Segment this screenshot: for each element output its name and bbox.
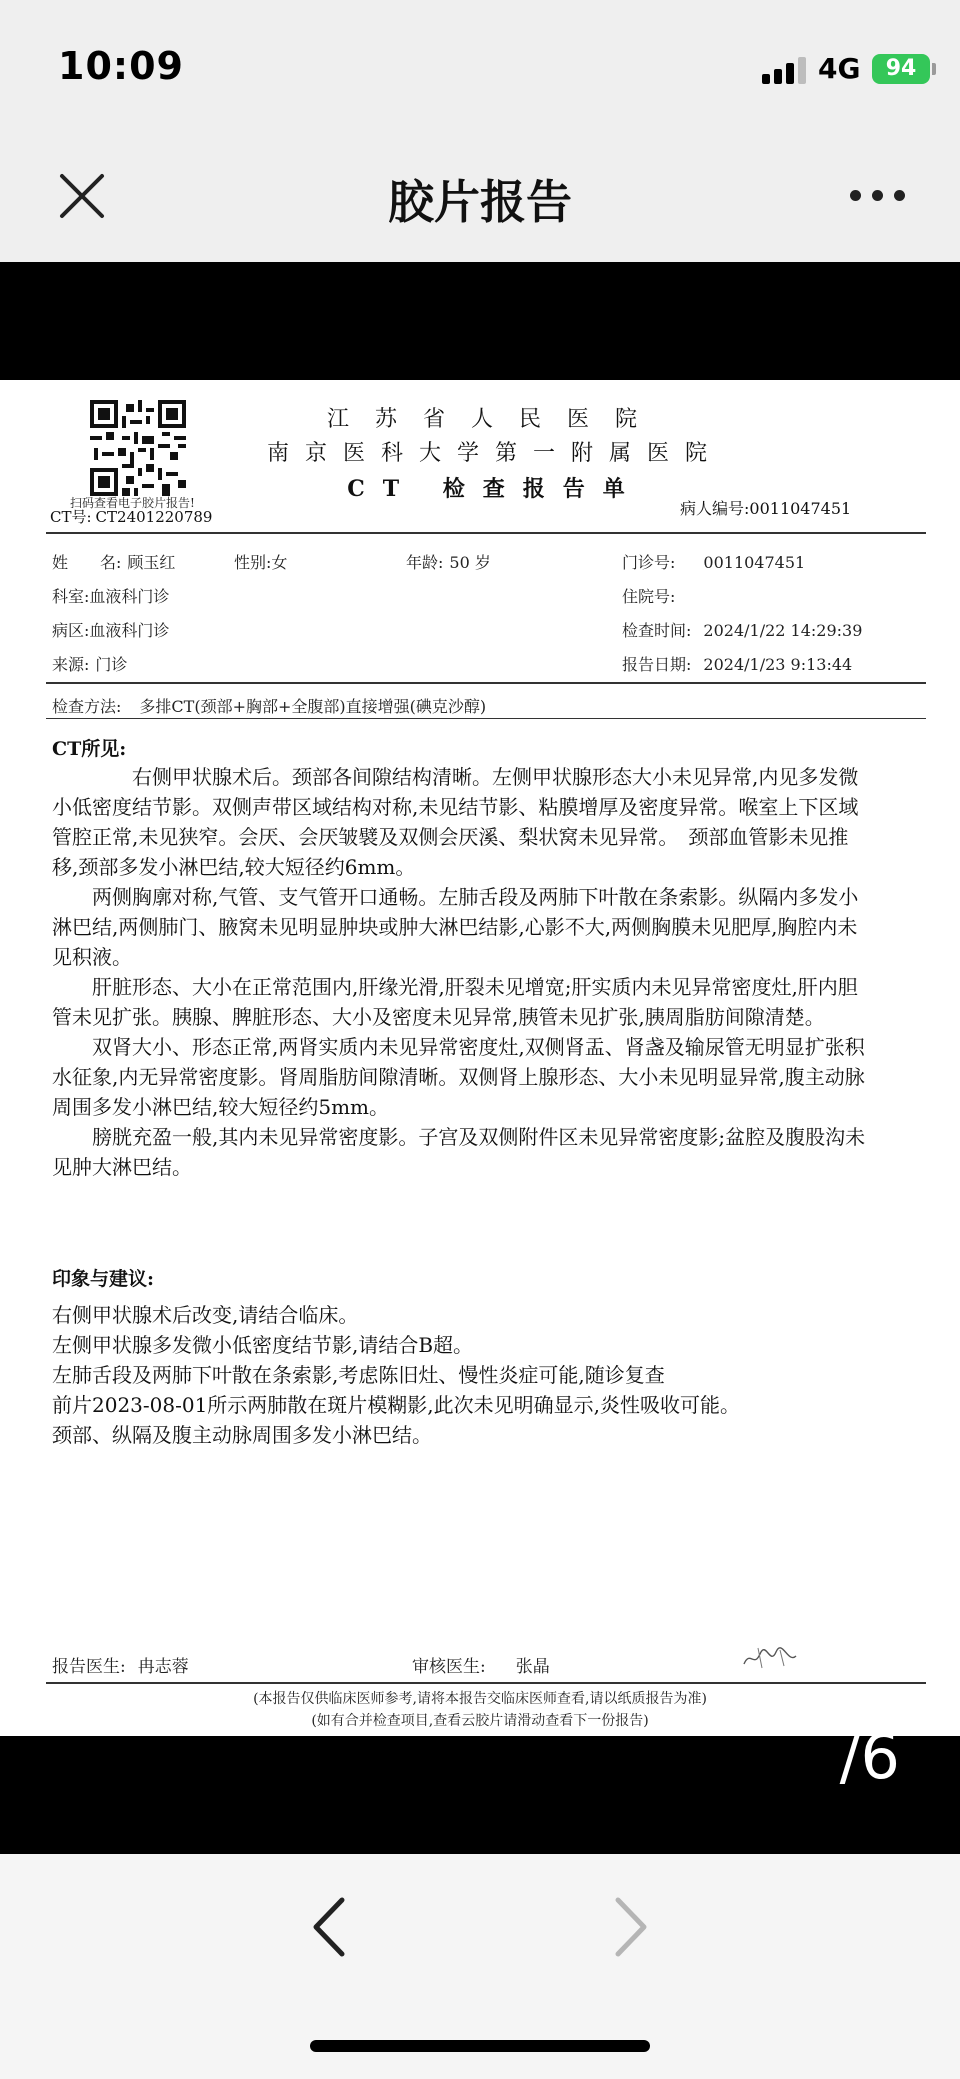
report-viewer[interactable] [0,262,960,1854]
report-doctor: 报告医生: 冉志蓉 [52,1657,189,1677]
page-counter: /6 [839,1720,900,1793]
home-indicator[interactable] [310,2040,650,2052]
battery-level: 94 [885,56,917,81]
sex-field: 性别:女 [234,553,288,572]
chevron-left-icon [300,1892,360,1962]
exam-method: 检查方法: 多排CT(颈部+胸部+全腹部)直接增强(碘克沙醇) [52,697,487,716]
chevron-right-icon [600,1892,660,1962]
network-type: 4G [818,52,861,85]
footer-divider [46,1682,926,1684]
impression-line: 前片2023-08-01所示两肺散在斑片模糊影,此次未见明确显示,炎性吸收可能。 [52,1393,741,1417]
patient-number: 病人编号:0011047451 [680,499,852,518]
findings-paragraph: 肝脏形态、大小在正常范围内,肝缘光滑,肝裂未见增宽;肝实质内未见异常密度灶,肝内胆管未见扩张。胰腺、脾脏形态、大小及密度未见异常,胰管未见扩张,胰周脂肪间隙清楚。 [52,975,858,1029]
back-button[interactable] [300,1892,360,1962]
impression-line: 颈部、纵隔及腹主动脉周围多发小淋巴结。 [52,1423,432,1447]
impression-title: 印象与建议: [52,1268,155,1290]
battery-tip [932,63,936,75]
nav-bar [0,140,960,262]
ward-field: 病区:血液科门诊 [52,621,170,640]
battery-icon [872,54,930,84]
impression-line: 左肺舌段及两肺下叶散在条索影,考虑陈旧灶、慢性炎症可能,随诊复查 [52,1363,665,1387]
impression-line: 左侧甲状腺多发微小低密度结节影,请结合B超。 [52,1333,474,1357]
header-divider [46,532,926,534]
hospital-alt-name: 南京医科大学第一附属医院 [266,441,723,466]
status-time: 10:09 [58,44,184,88]
department-field: 科室:血液科门诊 [52,587,170,606]
findings-text [52,762,872,1182]
review-doctor: 审核医生: 张晶 [412,1657,550,1677]
source-field: 来源: 门诊 [52,655,128,674]
impressions-text [52,1300,912,1450]
cellular-signal-icon [762,56,808,84]
bottom-toolbar [0,1854,960,2079]
forward-button[interactable] [600,1892,660,1962]
findings-paragraph: 两侧胸廓对称,气管、支气管开口通畅。左肺舌段及两肺下叶散在条索影。纵隔内多发小淋巴结,两侧肺门、腋窝未见明显肿块或肿大淋巴结影,心影不大,两侧胸膜未见肥厚,胸腔内未见积液。 [52,885,859,969]
signature-scribble [740,1642,800,1672]
info-divider [46,682,926,684]
method-divider [46,718,926,719]
hospital-name: 江苏省人民医院 [326,407,663,432]
inpatient-number-field: 住院号: [622,587,676,606]
findings-paragraph: 双肾大小、形态正常,两肾实质内未见异常密度灶,双侧肾盂、肾盏及输尿管无明显扩张积水征象,内无异常密度影。肾周脂肪间隙清晰。双侧肾上腺形态、大小未见明显异常,腹主动脉周围多发小淋巴结,较大短径约5mm。 [52,1035,865,1119]
form-title: CT 检查报告单 [347,476,643,502]
status-bar [0,0,960,140]
disclaimer-line-1: (本报告仅供临床医师参考,请将本报告交临床医师查看,请以纸质报告为准) [253,1691,707,1707]
findings-paragraph: 右侧甲状腺术后。颈部各间隙结构清晰。左侧甲状腺形态大小未见异常,内见多发微小低密度结节影。双侧声带区域结构对称,未见结节影、粘膜增厚及密度异常。喉室上下区域管腔正常,未见狭窄。会厌、会厌皱襞及双侧会厌溪、梨状窝未见异常。 颈部血管影未见推移,颈部多发小淋巴结,较大短径约6mm。 [52,765,859,879]
qr-caption: 扫码查看电子胶片报告! [70,496,195,510]
more-button[interactable] [850,180,910,210]
more-dots-icon [850,190,861,201]
exam-time-field: 检查时间: 2024/1/22 14:29:39 [622,621,863,640]
page-title: 胶片报告 [388,175,572,229]
age-field: 年龄: 50 岁 [406,553,491,572]
findings-title: CT所见: [52,738,127,760]
impression-line: 右侧甲状腺术后改变,请结合临床。 [52,1303,359,1327]
disclaimer-line-2: (如有合并检查项目,查看云胶片请滑动查看下一份报告) [311,1713,649,1729]
findings-paragraph: 膀胱充盈一般,其内未见异常密度影。子宫及双侧附件区未见异常密度影;盆腔及腹股沟未见肿大淋巴结。 [52,1125,866,1179]
ct-number: CT号: CT2401220789 [50,508,213,526]
clinic-number-field: 门诊号: 0011047451 [622,553,806,572]
report-date-field: 报告日期: 2024/1/23 9:13:44 [622,655,853,674]
patient-name-field: 姓 名: 顾玉红 [52,553,176,572]
report-document [0,380,960,1736]
